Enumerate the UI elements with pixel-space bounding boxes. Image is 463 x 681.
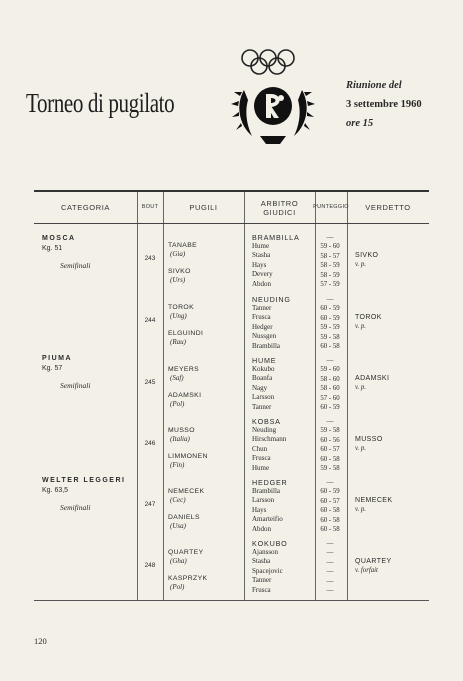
score-list: — 59 - 60 58 - 60 58 - 60 57 - 60 60 - 59 — [320, 357, 340, 412]
meeting-time: ore 15 — [346, 118, 374, 129]
score-list: — 60 - 59 60 - 57 60 - 58 60 - 58 60 - 58 — [320, 479, 340, 534]
verdict: ADAMSKI v. p. — [355, 375, 390, 391]
referee: HEDGER — [252, 478, 288, 487]
header-punteggio: PUNTEGGIO — [313, 204, 349, 210]
results-table — [34, 190, 429, 601]
page-title: Torneo di pugilato — [26, 88, 175, 118]
boxer-corner-1: NEMECEK (Cec) — [168, 488, 205, 504]
boxer-corner-2: ELGUINDI (Rau) — [168, 330, 204, 346]
meeting-label: Riunione del — [346, 80, 402, 91]
boxer-corner-2: SIVKO (Urs) — [168, 268, 191, 284]
judges-list: Ajansson Stasha Spacejovic Tanner Frusca — [252, 548, 283, 594]
header-pugili: PUGILI — [189, 203, 218, 212]
score-list: — 59 - 58 60 - 56 60 - 57 60 - 58 59 - 58 — [320, 418, 340, 473]
judges-list: Neuding Hirschmann Chun Frusca Hume — [252, 426, 287, 472]
meeting-date: 3 settembre 1960 — [346, 99, 422, 110]
header-verdetto: VERDETTO — [365, 203, 411, 212]
verdict: SIVKO v. p. — [355, 252, 379, 268]
boxer-corner-1: TANABE (Gia) — [168, 242, 198, 258]
header-arbitro-giudici: ARBITRO GIUDICI — [260, 198, 299, 217]
boxer-corner-2: DANIELS (Usa) — [168, 514, 200, 530]
verdict: QUARTEY v. forfait — [355, 558, 392, 574]
judges-list: Brambilla Larsson Hays Amarteifio Abdon — [252, 487, 283, 533]
referee: BRAMBILLA — [252, 233, 300, 242]
bout-number: 245 — [144, 379, 156, 386]
referee: KOKUBO — [252, 539, 288, 548]
category-block: WELTER LEGGERI Kg. 63,5 Semifinali — [42, 477, 126, 512]
score-list: — 59 - 60 58 - 57 58 - 59 58 - 59 57 - 59 — [320, 234, 340, 289]
olympic-emblem-icon — [230, 44, 316, 150]
boxer-corner-2: LIMMONEN (Fin) — [168, 453, 208, 469]
bout-number: 243 — [144, 255, 156, 262]
score-list: — — — — — — — [326, 540, 334, 595]
referee: HUME — [252, 356, 277, 365]
verdict: TOROK v. p. — [355, 314, 382, 330]
page-number: 120 — [34, 636, 47, 646]
boxer-corner-2: KASPRZYK (Pol) — [168, 575, 208, 591]
header-categoria: CATEGORIA — [60, 203, 111, 212]
bout-number: 247 — [144, 501, 156, 508]
referee: NEUDING — [252, 295, 291, 304]
verdict: MUSSO v. p. — [355, 436, 383, 452]
bout-number: 248 — [144, 562, 156, 569]
judges-list: Hume Stasha Hays Devery Abdon — [252, 242, 273, 288]
score-list: — 60 - 59 60 - 59 59 - 59 59 - 58 60 - 58 — [320, 296, 340, 351]
category-block: MOSCA Kg. 51 Semifinali — [42, 235, 91, 270]
meeting-info — [346, 76, 422, 133]
bout-number: 244 — [144, 317, 156, 324]
boxer-corner-1: QUARTEY (Gha) — [168, 549, 204, 565]
judges-list: Tanner Frusca Hedger Nussgen Brambilla — [252, 304, 280, 350]
boxer-corner-2: ADAMSKI (Pol) — [168, 392, 202, 408]
boxer-corner-1: TOROK (Ung) — [168, 304, 195, 320]
verdict: NEMECEK v. p. — [355, 497, 393, 513]
judges-list: Kokubo Boanfa Nagy Larsson Tanner — [252, 365, 275, 411]
boxer-corner-1: MEYERS (Saf) — [168, 366, 200, 382]
header-bout: BOUT — [141, 204, 159, 210]
bout-number: 246 — [144, 440, 156, 447]
boxer-corner-1: MUSSO (Italia) — [168, 427, 195, 443]
referee: KOBSA — [252, 417, 281, 426]
category-block: PIUMA Kg. 57 Semifinali — [42, 355, 91, 390]
